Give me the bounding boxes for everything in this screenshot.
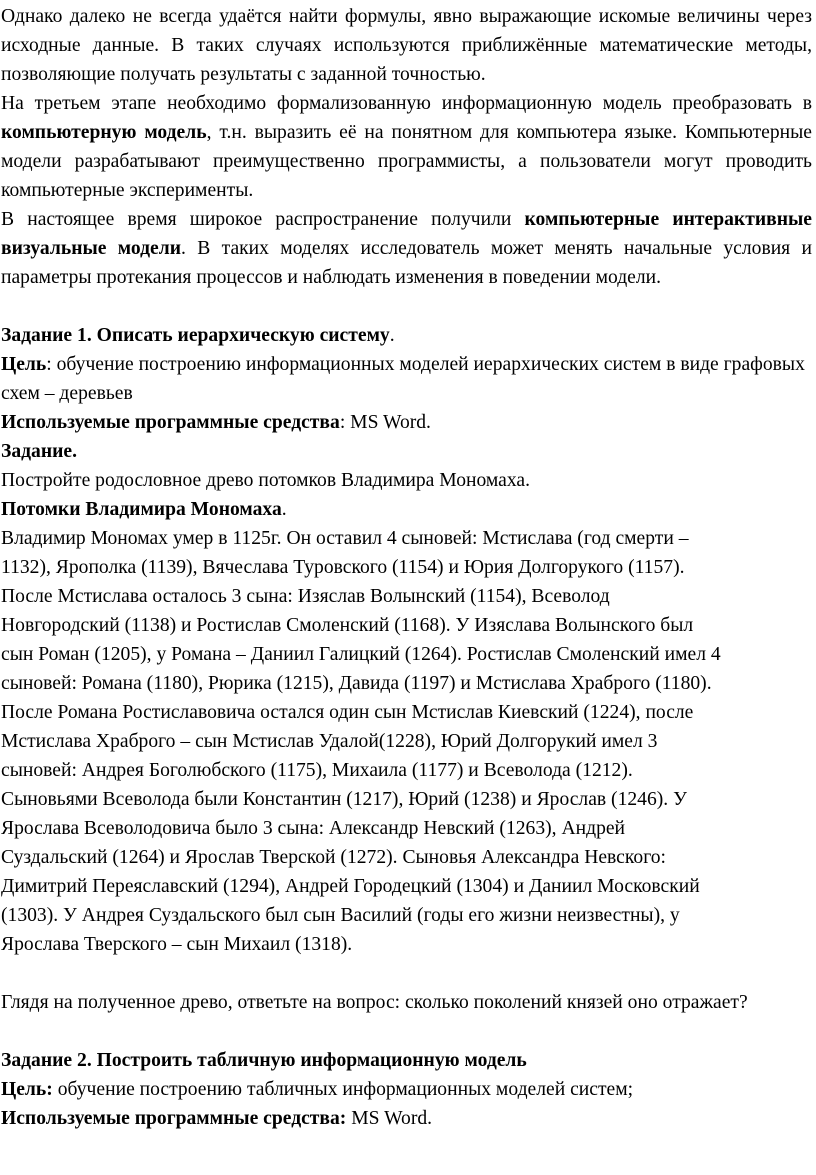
story-line: Суздальский (1264) и Ярослав Тверской (1272). Сыновья Александра Невского: [1,847,666,868]
story-line: (1303). У Андрея Суздальского был сын Василий (годы его жизни неизвестны), у [1,905,680,926]
task1-heirs-label: Потомки Владимира Мономаха [1,499,282,520]
story-line: После Романа Ростиславовича остался один сын Мстислав Киевский (1224), после [1,702,694,723]
paragraph-interactive-models [1,205,812,292]
story-line: Ярослава Всеволодовича было 3 сына: Александр Невский (1263), Андрей [1,818,626,839]
story-line: Владимир Мономах умер в 1125г. Он оставил 4 сыновей: Мстислава (год смерти – [1,528,689,549]
story-line: После Мстислава осталось 3 сына: Изяслав Волынский (1154), Всеволод [1,586,610,607]
task2-goal-text: обучение построению табличных информационных моделей систем; [52,1079,634,1100]
task1-task-label [1,437,812,466]
task1-heirs-end: . [281,499,287,520]
blank-line [1,292,812,321]
task2-goal [1,1075,812,1104]
blank-line [1,1017,812,1046]
story-line: Димитрий Переяславский (1294), Андрей Городецкий (1304) и Даниил Московский [1,876,700,897]
task2-heading [1,1046,812,1075]
task2-tools-text: MS Word. [346,1108,433,1129]
term-interactive-visual-models: компьютерные интерактивные визуальные модели [1,209,812,259]
task1-tools-text: : MS Word. [339,412,431,433]
task2-tools [1,1104,812,1133]
task1-title-end: . [389,325,395,346]
task1-task-label-text: Задание. [1,441,78,462]
paragraph-approx-methods: Однако далеко не всегда удаётся найти формулы, явно выражающие искомые величины через исходные данные. В таких случаях используются приближённые математические методы, позволяющие получать результаты с заданной точностью. [1,6,812,85]
paragraph-computer-model-text-c: , т.н. выразить её на понятном для компьютера языке. Компьютерные модели разрабатывают преимущественно программисты, а пользователи могут проводить компьютерные эксперименты. [1,122,812,201]
term-computer-model: компьютерную модель [1,122,207,143]
paragraph-interactive-models-text-a: В настоящее время широкое распространение получили [1,209,525,230]
story-line: Сыновьями Всеволода были Константин (1217), Юрий (1238) и Ярослав (1246). У [1,789,687,810]
task2-goal-label: Цель: [1,1079,53,1100]
blank-line [1,959,812,988]
story-line: сын Роман (1205), у Романа – Даниил Галицкий (1264). Ростислав Смоленский имел 4 [1,644,721,665]
task1-goal-label: Цель [1,354,47,375]
task1-heading [1,321,812,350]
story-line: Новгородский (1138) и Ростислав Смоленский (1168). У Изяслава Волынского был [1,615,694,636]
task1-question: Глядя на полученное древо, ответьте на вопрос: сколько поколений князей оно отражает? [1,992,748,1013]
story-line: 1132), Ярополка (1139), Вячеслава Туровского (1154) и Юрия Долгорукого (1157). [1,557,685,578]
task1-heirs-heading [1,495,812,524]
story-line: Мстислава Храброго – сын Мстислав Удалой(1228), Юрий Долгорукий имел 3 [1,731,658,752]
task2-tools-label: Используемые программные средства: [1,1108,347,1129]
task1-goal-text: : обучение построению информационных моделей иерархических систем в виде графовых схем – деревьев [1,354,805,404]
task1-tools-label: Используемые программные средства [1,412,340,433]
task1-task-text: Постройте родословное древо потомков Владимира Мономаха. [1,470,531,491]
story-line: Ярослава Тверского – сын Михаил (1318). [1,934,353,955]
task1-title: Задание 1. Описать иерархическую систему [1,325,390,346]
task1-goal [1,350,812,408]
story-line: сыновей: Романа (1180), Рюрика (1215), Давида (1197) и Мстислава Храброго (1180). [1,673,712,694]
paragraph-computer-model [1,89,812,205]
task1-story [1,524,812,959]
task2-title: Задание 2. Построить табличную информационную модель [1,1050,527,1071]
story-line: сыновей: Андрея Боголюбского (1175), Михаила (1177) и Всеволода (1212). [1,760,633,781]
paragraph-computer-model-text-a: На третьем этапе необходимо формализованную информационную модель преобразовать в [1,93,812,114]
paragraph-interactive-models-text-c: . В таких моделях исследователь может менять начальные условия и параметры протекания процессов и наблюдать изменения в поведении модели. [1,238,813,288]
task1-tools [1,408,812,437]
